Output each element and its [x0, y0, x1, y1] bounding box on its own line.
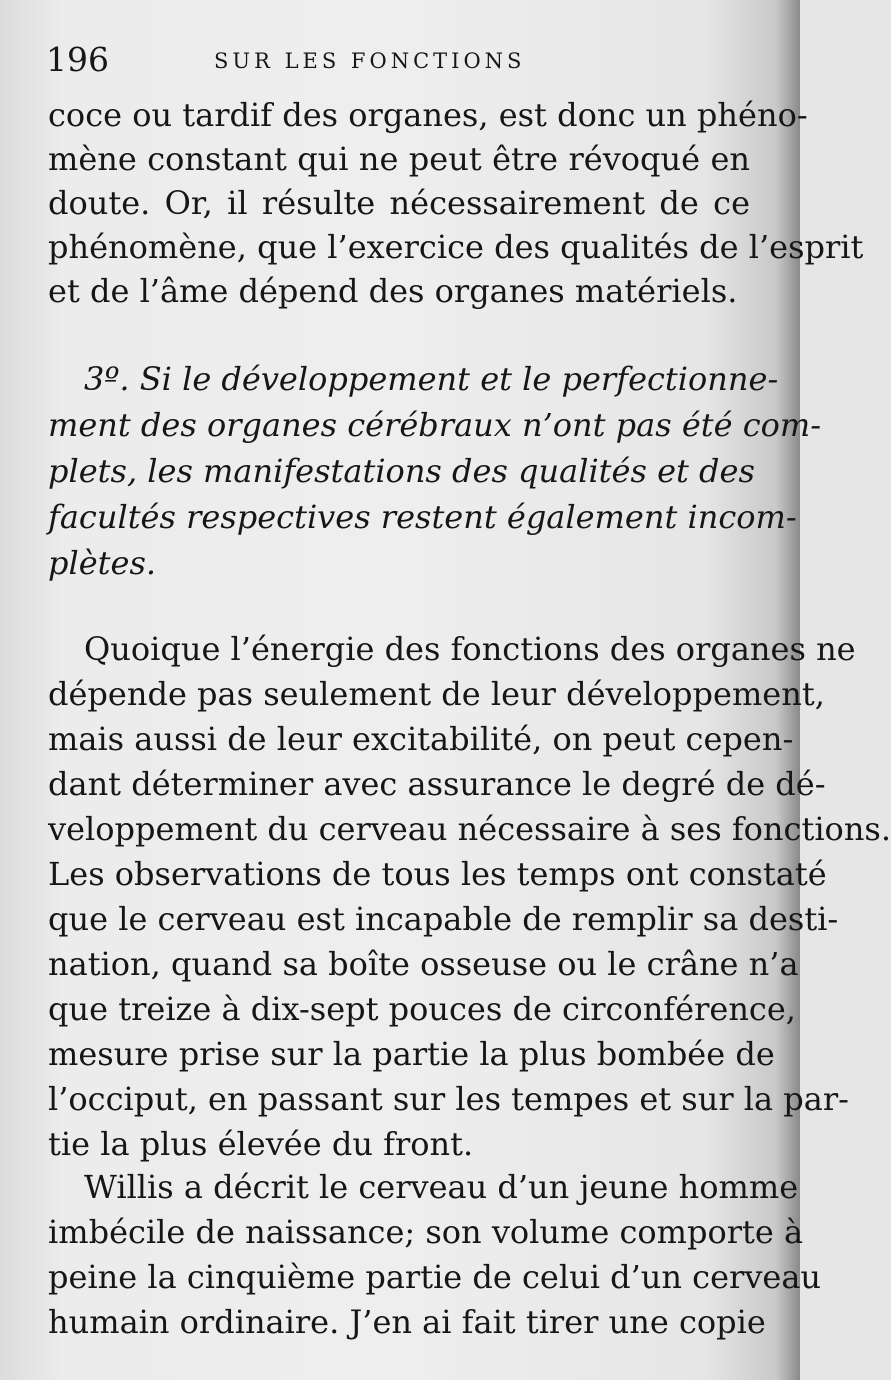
text-line: que treize à dix-sept pouces de circonférence,	[48, 990, 796, 1028]
text-line: phénomène, que l’exercice des qualités de l’esprit	[48, 228, 864, 266]
text-line: Quoique l’énergie des fonctions des organes ne	[84, 630, 856, 668]
text-line: dant déterminer avec assurance le degré de dé-	[48, 765, 826, 803]
text-line: plètes.	[48, 544, 157, 582]
text-line: dépende pas seulement de leur développement,	[48, 675, 825, 713]
text-line: ment des organes cérébraux n’ont pas été com-	[48, 406, 822, 444]
text-line: Willis a décrit le cerveau d’un jeune homme	[84, 1168, 799, 1206]
text-line: 3º. Si le développement et le perfectionne-	[84, 360, 779, 398]
text-line: veloppement du cerveau nécessaire à ses fonctions.	[48, 810, 891, 848]
text-line: doute. Or, il résulte nécessairement de ce	[48, 184, 750, 222]
text-line: coce ou tardif des organes, est donc un phéno-	[48, 96, 808, 134]
text-line: nation, quand sa boîte osseuse ou le crâne n’a	[48, 945, 799, 983]
text-line: imbécile de naissance; son volume comporte à	[48, 1213, 804, 1251]
page-number: 196	[46, 40, 109, 79]
text-line: peine la cinquième partie de celui d’un cerveau	[48, 1258, 822, 1296]
text-line: mesure prise sur la partie la plus bombée de	[48, 1035, 775, 1073]
page-header	[46, 40, 746, 80]
text-line: plets, les manifestations des qualités et des	[48, 452, 755, 490]
text-line: mène constant qui ne peut être révoqué en	[48, 140, 750, 178]
text-line: Les observations de tous les temps ont constaté	[48, 855, 827, 893]
text-line: et de l’âme dépend des organes matériels.	[48, 272, 738, 310]
text-line: mais aussi de leur excitabilité, on peut cepen-	[48, 720, 794, 758]
running-head: SUR LES FONCTIONS	[214, 49, 526, 73]
text-line: l’occiput, en passant sur les tempes et sur la par-	[48, 1080, 849, 1118]
text-line: facultés respectives restent également incom-	[48, 498, 797, 536]
text-line: humain ordinaire. J’en ai fait tirer une copie	[48, 1303, 766, 1341]
text-line: que le cerveau est incapable de remplir sa desti-	[48, 900, 839, 938]
text-line: tie la plus élevée du front.	[48, 1125, 474, 1163]
